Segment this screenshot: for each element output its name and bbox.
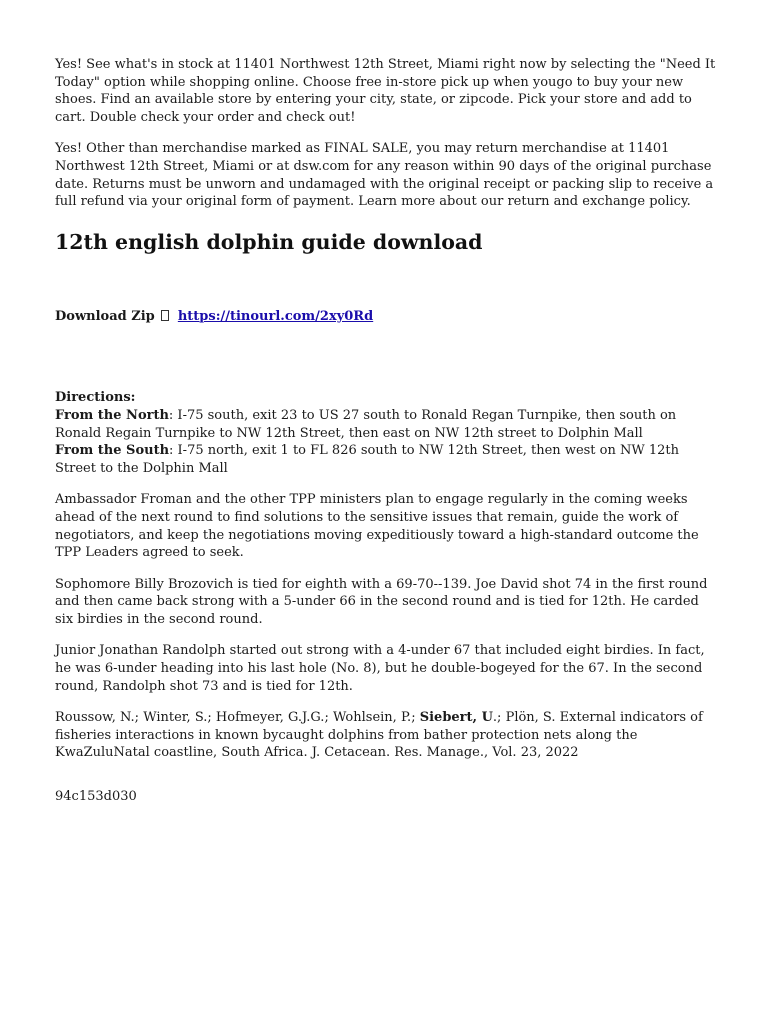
- south-text: : I-75 north, exit 1 to FL 826 south to NW 12th Street, then west on NW 12th Street to the Dolphin Mall: [55, 443, 680, 476]
- citation-paragraph: [55, 709, 720, 762]
- download-line: [55, 308, 720, 326]
- citation-authors: Roussow, N.; Winter, S.; Hofmeyer, G.J.G.; Wohlsein, P.;: [55, 710, 420, 726]
- citation-bold-author: Siebert, U: [419, 710, 493, 726]
- download-link[interactable]: https://tinourl.com/2xy0Rd: [177, 308, 374, 324]
- missing-glyph-icon: [161, 310, 169, 321]
- page-title: 12th english dolphin guide download: [55, 229, 483, 254]
- directions-block: [55, 389, 720, 477]
- citation-rest: .; Plön, S. External indicators of fisheries interactions in known bycaught dolphins from bather protection nets along the KwaZuluNatal coastline, South Africa. J. Cetacean. Res. Manage., Vol. 23, 2022: [55, 710, 703, 761]
- directions-south: [55, 442, 720, 477]
- document-page: [55, 56, 720, 806]
- randolph-paragraph: Junior Jonathan Randolph started out strong with a 4-under 67 that included eight birdies. In fact, he was 6-under heading into his last hole (No. 8), but he double-bogeyed for the 67. In the second round, Randolph shot 73 and is tied for 12th.: [55, 643, 705, 694]
- south-label: From the South: [55, 443, 170, 459]
- store-pickup-paragraph: Yes! See what's in stock at 11401 Northwest 12th Street, Miami right now by selecting the "Need It Today" option while shopping online. Choose free in-store pick up when yougo to buy your new shoes. Find an available store by entering your city, state, or zipcode. Pick your store and add to cart. Double check your order and check out!: [55, 57, 716, 125]
- footer-code: 94c153d030: [55, 789, 137, 805]
- tpp-paragraph: Ambassador Froman and the other TPP ministers plan to engage regularly in the coming weeks ahead of the next round to find solutions to the sensitive issues that remain, guide the work of negotiators, and keep the negotiations moving expeditiously toward a high-standard outcome the TPP Leaders agreed to seek.: [55, 492, 699, 561]
- directions-title: Directions:: [55, 390, 136, 406]
- north-text: : I-75 south, exit 23 to US 27 south to Ronald Regan Turnpike, then south on Ronald Regain Turnpike to NW 12th Street, then east on NW 12th street to Dolphin Mall: [55, 407, 677, 441]
- download-label: Download Zip: [55, 308, 155, 324]
- return-policy-paragraph: Yes! Other than merchandise marked as FINAL SALE, you may return merchandise at 11401 Northwest 12th Street, Miami or at dsw.com for any reason within 90 days of the original purchase date. Returns must be unworn and undamaged with the original receipt or packing slip to receive a full refund via your original form of payment. Learn more about our return and exchange policy.: [55, 141, 714, 210]
- north-label: From the North: [55, 407, 169, 423]
- directions-north: [55, 407, 720, 442]
- brozovich-paragraph: Sophomore Billy Brozovich is tied for eighth with a 69-70--139. Joe David shot 74 in the first round and then came back strong with a 5-under 66 in the second round and is tied for 12th. He carded six birdies in the second round.: [55, 576, 708, 627]
